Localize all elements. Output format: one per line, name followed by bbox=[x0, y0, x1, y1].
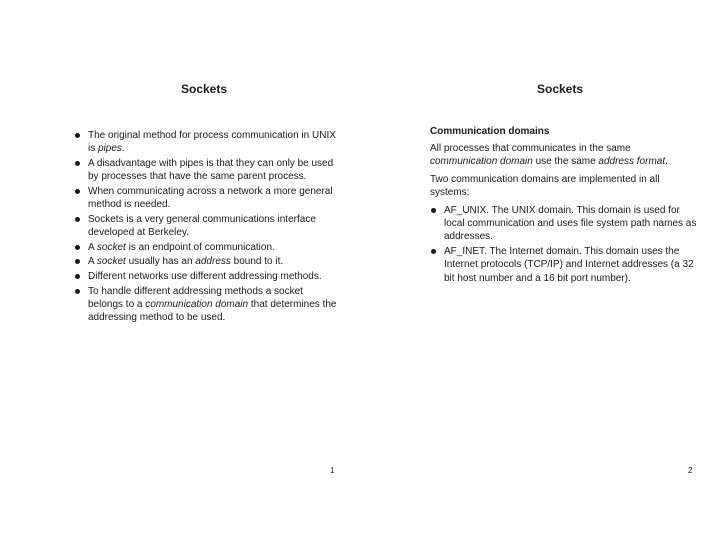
list-item: To handle different addressing methods a socket belongs to a communication domain that determines the addressing method to be used. bbox=[74, 285, 340, 325]
bullet-icon bbox=[75, 274, 80, 279]
bullet-icon bbox=[75, 259, 80, 264]
bullet-icon bbox=[431, 249, 436, 254]
slide-body bbox=[430, 125, 700, 286]
slide-title: Sockets bbox=[536, 82, 584, 96]
bullet-icon bbox=[75, 133, 80, 138]
slide-page-2 bbox=[360, 0, 720, 557]
bullet-list bbox=[430, 204, 700, 285]
list-item: A disadvantage with pipes is that they can only be used by processes that have the same parent process. bbox=[74, 157, 340, 183]
list-item: Sockets is a very general communications interface developed at Berkeley. bbox=[74, 213, 340, 239]
list-item: When communicating across a network a more general method is needed. bbox=[74, 185, 340, 211]
list-item: Different networks use different addressing methods. bbox=[74, 270, 340, 283]
list-item: A socket is an endpoint of communication. bbox=[74, 241, 340, 254]
page-number: 1 bbox=[330, 466, 335, 475]
bullet-icon bbox=[75, 245, 80, 250]
page-number: 2 bbox=[688, 466, 693, 475]
list-item: AF_INET. The Internet domain. This domain uses the Internet protocols (TCP/IP) and Internet addresses (a 32 bit host number and a 16 bit port number). bbox=[430, 245, 700, 285]
paragraph: Two communication domains are implemented in all systems: bbox=[430, 173, 660, 198]
bullet-icon bbox=[75, 189, 80, 194]
bullet-list bbox=[74, 129, 340, 326]
paragraph: All processes that communicates in the same communication domain use the same address format. bbox=[430, 143, 668, 168]
bullet-icon bbox=[75, 217, 80, 222]
section-heading: Communication domains bbox=[430, 126, 550, 137]
bullet-icon bbox=[75, 289, 80, 294]
list-item: A socket usually has an address bound to it. bbox=[74, 255, 340, 268]
slide-title: Sockets bbox=[180, 82, 228, 96]
bullet-icon bbox=[75, 161, 80, 166]
bullet-icon bbox=[431, 208, 436, 213]
list-item: The original method for process communication in UNIX is pipes. bbox=[74, 129, 340, 155]
list-item: AF_UNIX. The UNIX domain. This domain is used for local communication and uses file system path names as addresses. bbox=[430, 204, 700, 244]
